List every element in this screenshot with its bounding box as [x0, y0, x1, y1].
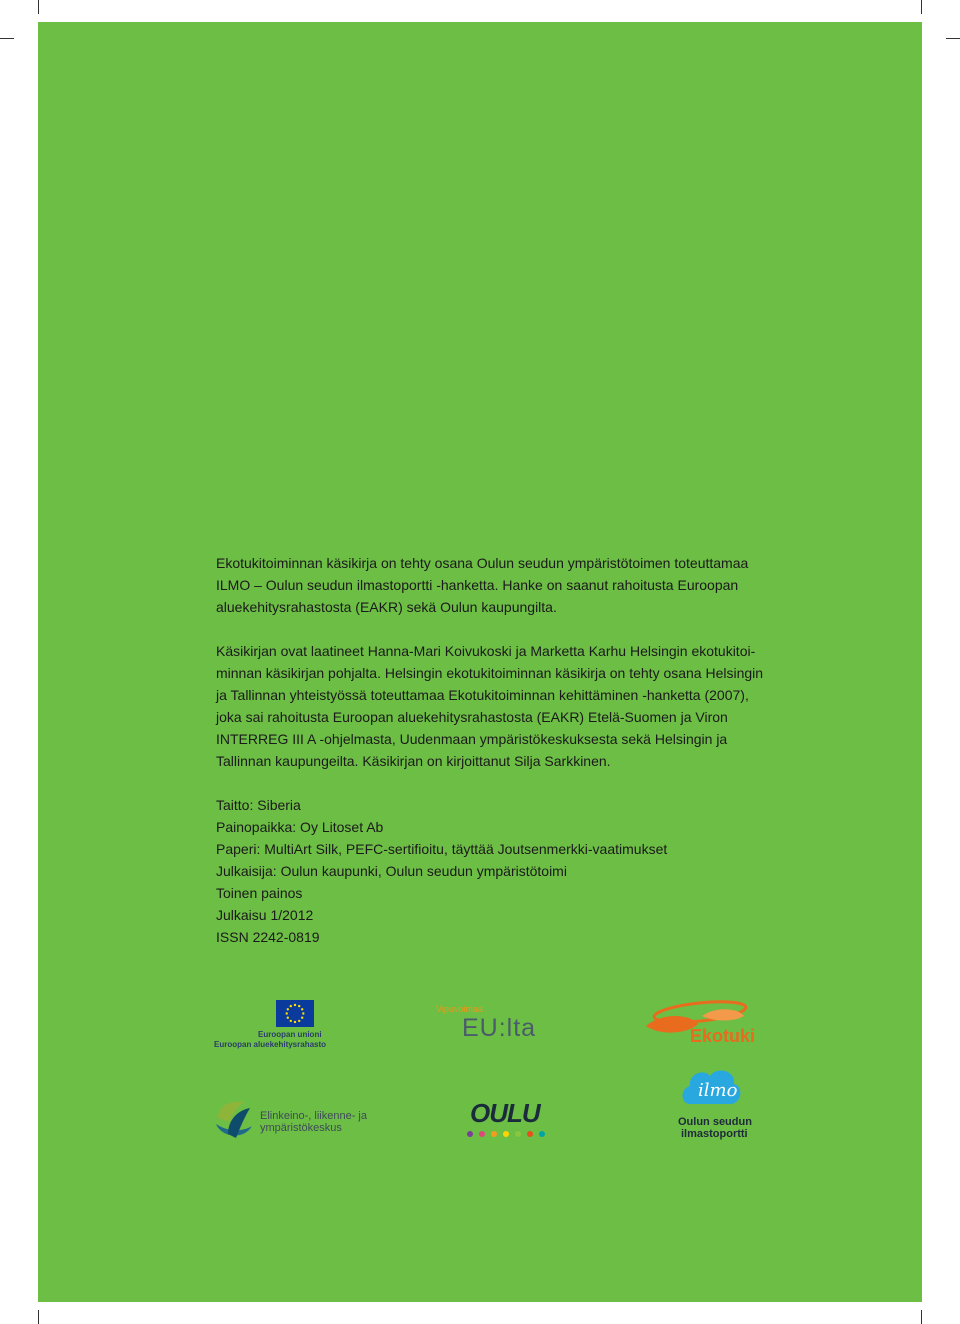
colophon-publisher: Julkaisija: Oulun kaupunki, Oulun seudun ympäristötoimi [216, 863, 567, 879]
text-line: aluekehitysrahastosta (EAKR) sekä Oulun kaupungilta. [216, 599, 557, 615]
eulta-logo-tagline: Vipuvoimaa [436, 1004, 483, 1014]
colophon-issn: ISSN 2242-0819 [216, 929, 320, 945]
eu-logo-label: Euroopan aluekehitysrahasto [214, 1040, 327, 1049]
ilmo-cloud-icon [680, 1064, 742, 1114]
colophon [216, 794, 776, 948]
colophon-edition: Toinen painos [216, 885, 303, 901]
text-line: minnan käsikirjan pohjalta. Helsingin ekotukitoiminnan käsikirja on tehty osana Helsingin [216, 665, 764, 681]
text-line: ILMO – Oulun seudun ilmastoportti -hanketta. Hanke on saanut rahoitusta Euroopan [216, 577, 739, 593]
text-line: Tallinnan kaupungeilta. Käsikirjan on kirjoittanut Silja Sarkkinen. [216, 753, 611, 769]
crop-mark [38, 1310, 39, 1324]
eu-flag-logo [276, 1000, 314, 1027]
colophon-layout: Taitto: Siberia [216, 797, 301, 813]
eu-stars-icon [276, 1000, 314, 1027]
intro-paragraph [216, 552, 776, 618]
crop-mark [921, 1310, 922, 1324]
authors-paragraph [216, 640, 776, 772]
text-line: joka sai rahoitusta Euroopan aluekehitysrahastosta (EAKR) Etelä-Suomen ja Viron [216, 709, 728, 725]
text-line: Käsikirjan ovat laatineet Hanna-Mari Koivukoski ja Marketta Karhu Helsingin ekotukitoi- [216, 643, 756, 659]
ely-logo-label: Elinkeino-, liikenne- ja [260, 1110, 367, 1122]
info-text-block [216, 552, 776, 948]
crop-mark [921, 0, 922, 14]
colophon-paper: Paperi: MultiArt Silk, PEFC-sertifioitu, täyttää Joutsenmerkki-vaatimukset [216, 841, 668, 857]
ely-leaf-icon [214, 1098, 254, 1140]
eu-logo-label: Euroopan unioni [258, 1030, 322, 1039]
ekotuki-logo-wordmark: Ekotuki [690, 1026, 756, 1046]
crop-mark [38, 0, 39, 14]
eulta-logo-wordmark: EU:lta [462, 1014, 537, 1042]
crop-mark [0, 38, 14, 39]
oulu-color-dots-icon [466, 1130, 556, 1138]
crop-mark [946, 38, 960, 39]
svg-text:ilmo: ilmo [698, 1080, 738, 1101]
ilmo-logo-label: ilmastoportti [681, 1128, 748, 1140]
ely-logo-label: ympäristökeskus [260, 1122, 342, 1134]
ilmo-logo-label: Oulun seudun [678, 1116, 752, 1128]
text-line: INTERREG III A -ohjelmasta, Uudenmaan ympäristökeskuksesta sekä Helsingin ja [216, 731, 728, 747]
text-line: Ekotukitoiminnan käsikirja on tehty osana Oulun seudun ympäristötoimen toteuttamaa [216, 555, 749, 571]
text-line: ja Tallinnan yhteistyössä toteuttamaa Ekotukitoiminnan kehittäminen -hanketta (2007), [216, 687, 749, 703]
colophon-printer: Painopaikka: Oy Litoset Ab [216, 819, 384, 835]
colophon-publication: Julkaisu 1/2012 [216, 907, 314, 923]
oulu-logo-wordmark: OULU [470, 1098, 540, 1128]
